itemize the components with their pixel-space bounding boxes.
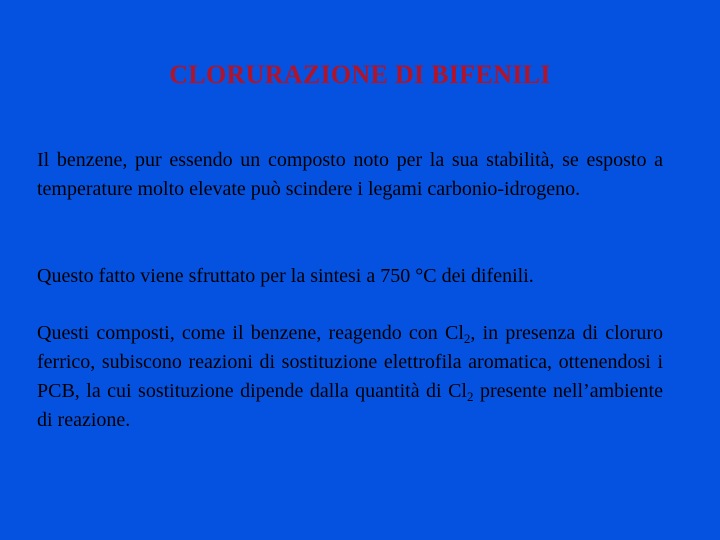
paragraph-diphenyl-synthesis: Questo fatto viene sfruttato per la sintesi a 750 °C dei difenili.	[37, 265, 534, 287]
chlorine-subscript-2: 2	[466, 389, 474, 404]
paragraph-chlorination-part3: presente nell’ambiente di reazione.	[37, 380, 663, 431]
paragraph-chlorination-part1: Questi composti, come il benzene, reagendo con Cl	[37, 322, 464, 344]
paragraph-chlorination-part2: , in presenza di cloruro ferrico, subiscono reazioni di sostituzione elettrofila aromatica, ottenendosi i PCB, la cui sostituzione dipende dalla quantità di Cl	[37, 322, 663, 402]
paragraph-chlorination	[37, 319, 663, 435]
paragraph-benzene-stability: Il benzene, pur essendo un composto noto per la sua stabilità, se esposto a temperature molto elevate può scindere i legami carbonio-idrogeno.	[37, 149, 663, 200]
slide-title: CLORURAZIONE DI BIFENILI	[169, 60, 551, 89]
chlorine-subscript-1: 2	[463, 331, 471, 346]
